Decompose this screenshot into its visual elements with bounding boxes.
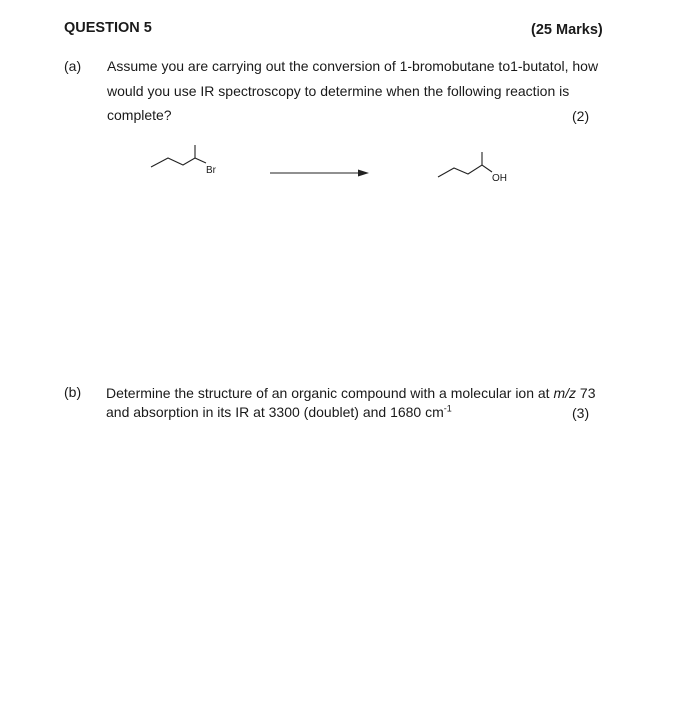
question-total-marks: (25 Marks) [531,22,603,38]
reaction-arrow-icon [268,166,374,180]
part-b-line-2 [106,404,452,420]
part-b-label: (b) [64,384,82,400]
part-b-line-1-prefix: Determine the structure of an organic compound with a molecular ion at [106,385,554,401]
part-b-line-2-prefix: and absorption in its IR at 3300 (doublet) and 1680 cm [106,404,444,420]
part-a-line-2: would you use IR spectroscopy to determine when the following reaction is [107,83,570,99]
part-b-mz: m/z [553,385,577,401]
part-a-label: (a) [64,58,82,74]
part-b-line-1-suffix: 73 [576,385,596,401]
question-title: QUESTION 5 [64,20,152,36]
part-a-line-3: complete? [107,107,172,123]
part-b-marks: (3) [572,405,590,421]
part-a-line-1: Assume you are carrying out the conversion of 1-bromobutane to1-butatol, how [107,58,599,74]
part-a-marks: (2) [572,108,590,124]
reactant-br-label: Br [206,165,216,176]
part-b-line-1 [106,385,595,401]
product-oh-label: OH [492,173,507,184]
part-b-superscript: -1 [443,403,452,414]
reactant-bromobutane-structure [148,145,228,181]
